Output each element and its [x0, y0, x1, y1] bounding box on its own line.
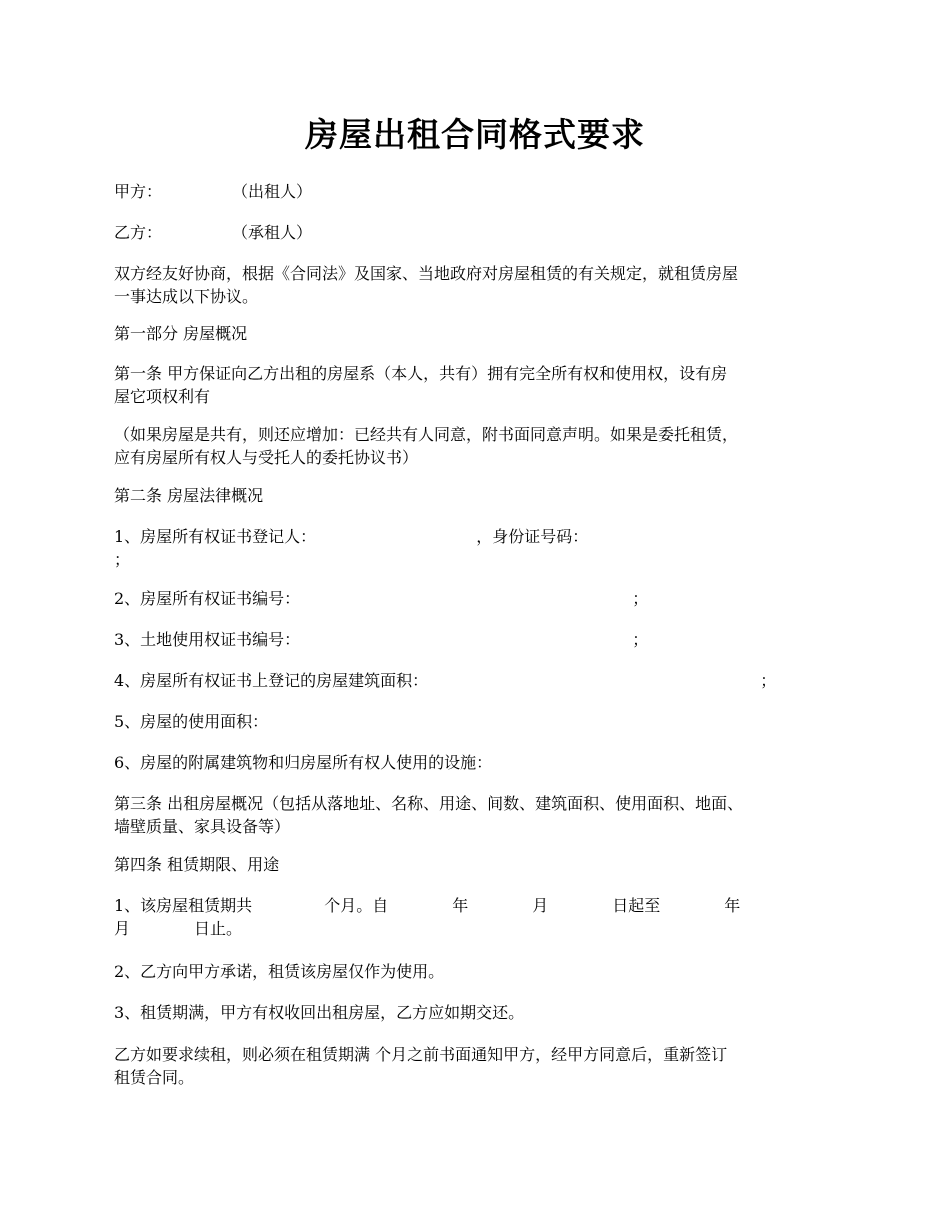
party-a-line	[114, 180, 844, 203]
term-t3: 年	[452, 896, 469, 915]
item1-paragraph	[114, 525, 844, 571]
item2-label: 2、房屋所有权证书编号：	[114, 589, 301, 608]
term-t5: 日起至	[612, 896, 661, 915]
party-b-role: （承租人）	[232, 223, 313, 242]
item4-end: ；	[760, 671, 777, 690]
intro-line-1: 双方经友好协商，根据《合同法》及国家、当地政府对房屋租赁的有关规定，就租赁房屋	[114, 264, 739, 283]
item6-line: 6、房屋的附属建筑物和归房屋所有权人使用的设施：	[114, 753, 493, 772]
item2-end: ；	[632, 589, 649, 608]
renew-paragraph	[114, 1043, 844, 1089]
item1-end: ；	[114, 550, 131, 569]
item4-line	[114, 669, 844, 692]
article3-line-2: 墙壁质量、家具设备等）	[114, 817, 291, 836]
term-t2: 个月。自	[324, 896, 389, 915]
item3-line	[114, 628, 844, 651]
party-a-label: 甲方：	[114, 182, 163, 201]
use-item: 2、乙方向甲方承诺，租赁该房屋仅作为使用。	[114, 962, 445, 981]
document-title: 房屋出租合同格式要求	[305, 115, 645, 154]
intro-paragraph	[114, 262, 844, 308]
renew-line-1: 乙方如要求续租，则必须在租赁期满 个月之前书面通知甲方，经甲方同意后，重新签订	[114, 1045, 728, 1064]
term-t1: 1、该房屋租赁期共	[114, 896, 253, 915]
expire-item: 3、租赁期满，甲方有权收回出租房屋，乙方应如期交还。	[114, 1003, 525, 1022]
article1-line-2: 屋它项权利有	[114, 387, 211, 406]
note-line-2: 应有房屋所有权人与受托人的委托协议书）	[114, 448, 419, 467]
term-paragraph	[114, 894, 844, 940]
term-t4: 月	[532, 896, 549, 915]
party-a-role: （出租人）	[232, 182, 313, 201]
article3-paragraph	[114, 792, 844, 838]
intro-line-2: 一事达成以下协议。	[114, 287, 259, 306]
item5-line: 5、房屋的使用面积：	[114, 712, 269, 731]
article3-line-1: 第三条 出租房屋概况（包括从落地址、名称、用途、间数、建筑面积、使用面积、地面、	[114, 794, 744, 813]
article1-paragraph	[114, 362, 844, 408]
article4-heading: 第四条 租赁期限、用途	[114, 855, 280, 874]
article2-heading: 第二条 房屋法律概况	[114, 486, 264, 505]
term-t6: 年	[724, 896, 741, 915]
item1-label: 1、房屋所有权证书登记人：	[114, 527, 317, 546]
item3-label: 3、土地使用权证书编号：	[114, 630, 301, 649]
renew-line-2: 租赁合同。	[114, 1068, 195, 1087]
item4-label: 4、房屋所有权证书上登记的房屋建筑面积：	[114, 671, 429, 690]
term-t7: 月	[114, 919, 131, 938]
article1-line-1: 第一条 甲方保证向乙方出租的房屋系（本人，共有）拥有完全所有权和使用权，设有房	[114, 364, 728, 383]
item1-id-label: ，身份证号码：	[476, 527, 589, 546]
note-line-1: （如果房屋是共有，则还应增加：已经共有人同意，附书面同意声明。如果是委托租赁，	[114, 425, 739, 444]
party-b-line	[114, 221, 844, 244]
term-t8: 日止。	[194, 919, 243, 938]
item3-end: ；	[632, 630, 649, 649]
party-b-label: 乙方：	[114, 223, 163, 242]
item2-line	[114, 587, 844, 610]
note-paragraph	[114, 423, 844, 469]
part1-heading: 第一部分 房屋概况	[114, 324, 248, 343]
